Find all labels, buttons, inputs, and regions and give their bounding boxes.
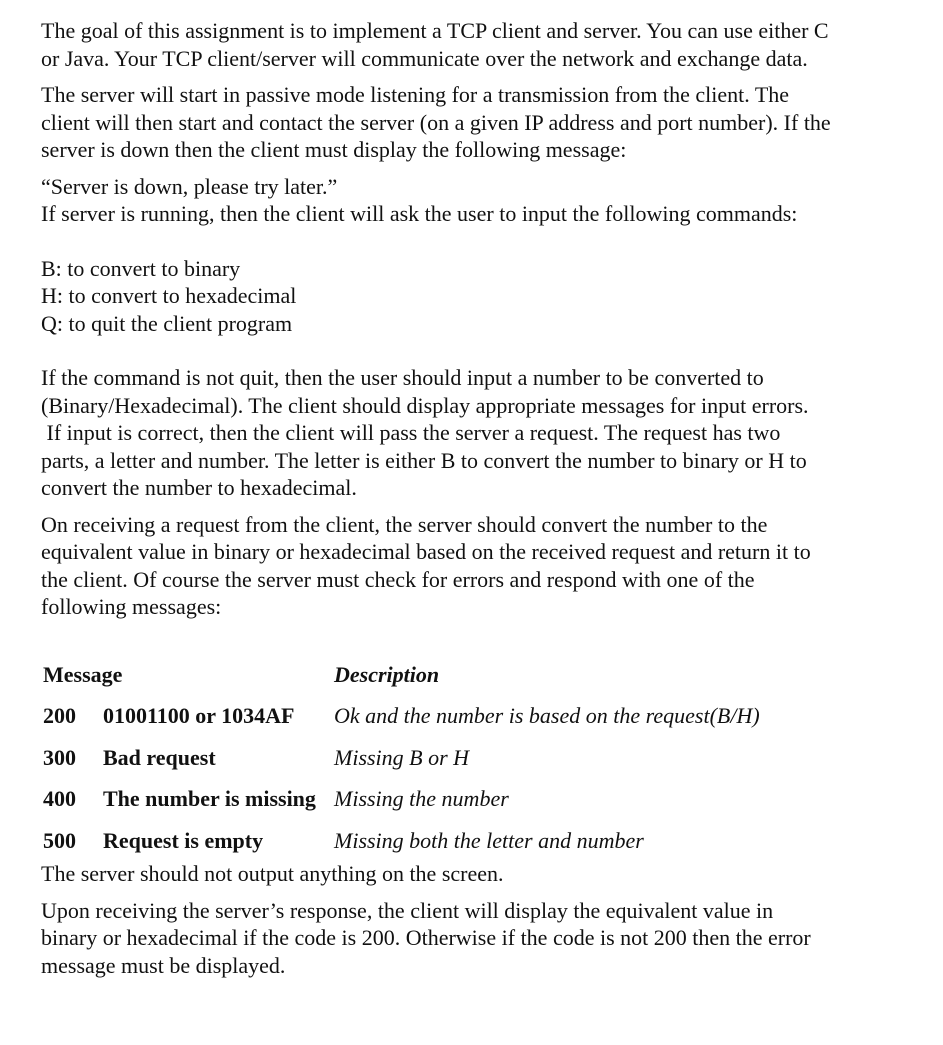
text-line: server is down then the client must display the following message: — [41, 137, 627, 162]
intro-paragraph — [41, 17, 901, 72]
text-line: message must be displayed. — [41, 952, 286, 978]
status-description: Missing both the letter and number — [334, 827, 644, 853]
table-row — [43, 744, 760, 786]
message-table — [43, 661, 760, 869]
message-column-header: Message — [43, 661, 123, 687]
client-response-paragraph — [41, 897, 901, 980]
command-list — [41, 255, 901, 338]
text-line: The server will start in passive mode listening for a transmission from the client. The — [41, 82, 790, 107]
status-message: Bad request — [103, 744, 216, 770]
table-row — [43, 702, 760, 744]
text-line: The goal of this assignment is to implement a TCP client and server. You can use either C — [41, 18, 829, 43]
text-line: parts, a letter and number. The letter is either B to convert the number to binary or H to — [41, 447, 807, 473]
text-line: the client. Of course the server must check for errors and respond with one of the — [41, 566, 755, 592]
status-code: 200 — [43, 703, 76, 728]
status-description: Ok and the number is based on the request(B/H) — [334, 703, 760, 728]
status-message: The number is missing — [103, 786, 316, 811]
quoted-message: “Server is down, please try later.” — [41, 173, 338, 199]
text-line: following messages: — [41, 594, 222, 619]
text-line: On receiving a request from the client, the server should convert the number to the — [41, 511, 768, 537]
text-line: If input is correct, then the client will pass the server a request. The request has two — [41, 420, 781, 445]
description-column-header: Description — [334, 661, 440, 687]
text-line: (Binary/Hexadecimal). The client should display appropriate messages for input errors. — [41, 392, 809, 418]
command-hexadecimal: H: to convert to hexadecimal — [41, 283, 297, 308]
status-message: 01001100 or 1034AF — [103, 703, 295, 728]
text-line: binary or hexadecimal if the code is 200. Otherwise if the code is not 200 then the error — [41, 925, 811, 950]
status-code: 500 — [43, 827, 76, 853]
table-row — [43, 785, 760, 827]
command-quit: Q: to quit the client program — [41, 310, 293, 336]
text-line: convert the number to hexadecimal. — [41, 475, 357, 500]
command-binary: B: to convert to binary — [41, 255, 241, 281]
assignment-document — [41, 17, 901, 979]
status-code: 400 — [43, 786, 76, 811]
text-line: client will then start and contact the server (on a given IP address and port number). If the — [41, 109, 831, 135]
status-description: Missing the number — [334, 786, 509, 811]
server-processing-paragraph — [41, 511, 901, 621]
server-down-message — [41, 173, 901, 228]
server-running-text: If server is running, then the client will ask the user to input the following commands: — [41, 201, 798, 226]
input-rules-paragraph — [41, 364, 901, 502]
status-code: 300 — [43, 744, 76, 770]
status-description: Missing B or H — [334, 744, 470, 770]
text-line: If the command is not quit, then the user should input a number to be converted to — [41, 365, 764, 390]
text-line: The server should not output anything on the screen. — [41, 861, 504, 886]
no-output-text — [41, 860, 901, 888]
table-header-row — [43, 661, 760, 703]
server-start-paragraph — [41, 81, 901, 164]
text-line: Upon receiving the server’s response, the client will display the equivalent value in — [41, 897, 774, 923]
text-line: or Java. Your TCP client/server will communicate over the network and exchange data. — [41, 45, 808, 71]
text-line: equivalent value in binary or hexadecimal based on the received request and return it to — [41, 539, 811, 564]
status-message: Request is empty — [103, 827, 264, 853]
